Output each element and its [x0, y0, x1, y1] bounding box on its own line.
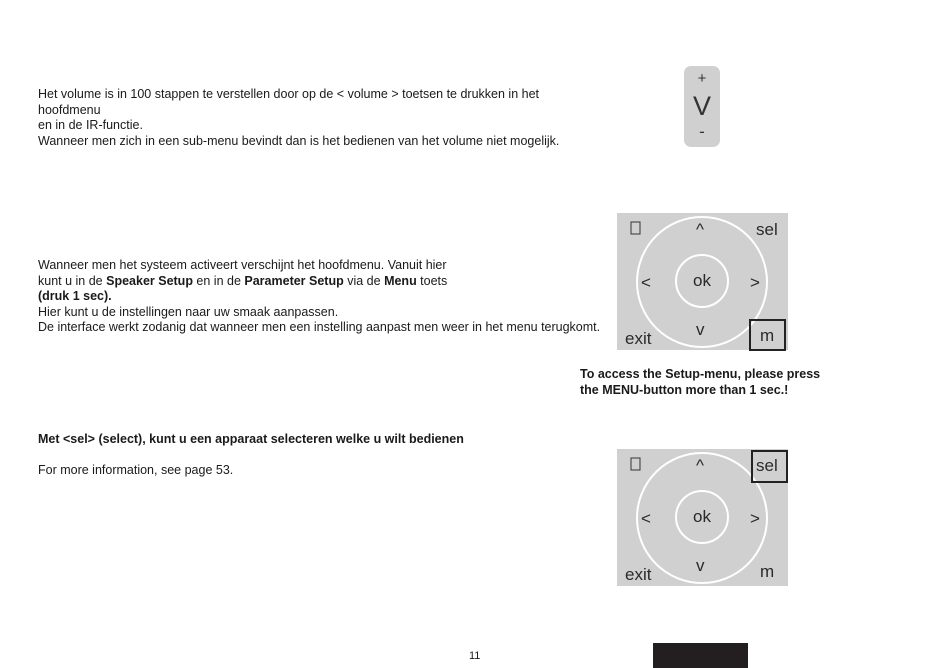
ok-button: ok — [693, 271, 711, 290]
menu-line-2d: toets — [416, 273, 448, 288]
sel-paragraph: Met <sel> (select), kunt u een apparaat selecteren welke u wilt bedienen — [38, 432, 464, 446]
menu-term: Menu — [384, 273, 417, 288]
setup-note-line-1: To access the Setup-menu, please press — [580, 367, 821, 381]
menu-line-2b: en in de — [192, 273, 245, 288]
sel-button: sel — [756, 456, 778, 475]
m-button: m — [760, 326, 775, 345]
menu-line-4: Hier kunt u de instellingen naar uw smaak aanpassen. — [38, 304, 339, 319]
speaker-setup-term: Speaker Setup — [106, 273, 193, 288]
volume-line-2: en in de IR-functie. — [38, 118, 143, 132]
menu-line-2c: via de — [343, 273, 385, 288]
volume-minus-symbol: - — [699, 122, 705, 141]
volume-letter: V — [692, 91, 711, 121]
right-arrow-icon: > — [750, 509, 760, 528]
setup-note — [580, 367, 820, 398]
m-highlight-frame — [749, 319, 786, 351]
left-arrow-icon: < — [641, 273, 651, 292]
more-info-text: For more information, see page 53. — [38, 463, 234, 477]
menu-line-2a: kunt u in de — [38, 273, 107, 288]
sel-button: sel — [756, 220, 778, 239]
ok-button: ok — [693, 507, 711, 526]
down-arrow-icon: v — [696, 556, 705, 575]
volume-line-3: Wanneer men zich in een sub-menu bevindt dan is het bedienen van het volume niet mogelijk. — [38, 133, 560, 148]
page-number: 11 — [469, 650, 481, 662]
volume-plus-symbol: + — [697, 70, 707, 87]
remote-pad-menu-highlight — [617, 213, 788, 350]
sel-highlight-frame — [751, 450, 788, 483]
up-arrow-icon: ^ — [696, 220, 704, 239]
menu-line-1: Wanneer men het systeem activeert verschijnt het hoofdmenu. Vanuit hier — [38, 258, 447, 272]
volume-key — [684, 66, 720, 147]
page-icon — [631, 222, 640, 234]
volume-paragraph — [38, 87, 598, 149]
up-arrow-icon: ^ — [696, 456, 704, 475]
menu-line-3: (druk 1 sec). — [38, 289, 112, 303]
exit-button: exit — [625, 565, 652, 584]
right-arrow-icon: > — [750, 273, 760, 292]
menu-paragraph — [38, 258, 608, 336]
left-arrow-icon: < — [641, 509, 651, 528]
setup-note-line-2: the MENU-button more than 1 sec.! — [580, 382, 789, 397]
page-icon — [631, 458, 640, 470]
volume-line-1: Het volume is in 100 stappen te verstellen door op de < volume > toetsen te drukken in het hoofdmenu — [38, 87, 540, 117]
menu-line-5: De interface werkt zodanig dat wanneer men een instelling aanpast men weer in het menu terugkomt. — [38, 320, 601, 334]
exit-button: exit — [625, 329, 652, 348]
remote-pad-sel-highlight — [617, 449, 788, 586]
parameter-setup-term: Parameter Setup — [244, 273, 344, 288]
down-arrow-icon: v — [696, 320, 705, 339]
m-button: m — [760, 562, 775, 581]
footer-dark-block — [653, 643, 748, 668]
